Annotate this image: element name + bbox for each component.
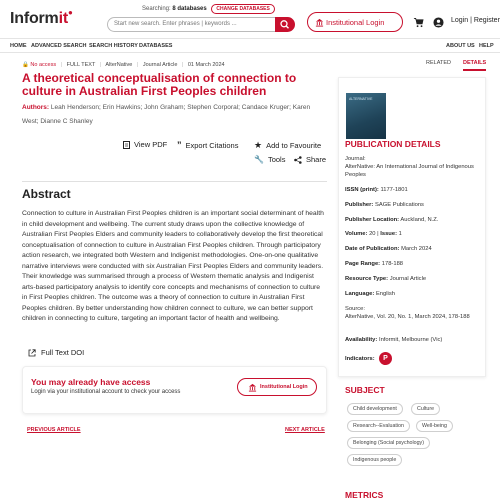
database-count: 8 databases: [172, 6, 207, 12]
page-range-detail: Page Range: 178-188: [345, 261, 404, 267]
institutional-login-button[interactable]: [307, 12, 403, 32]
journal-name: AlterNative: [105, 62, 133, 68]
availability-detail: Availability: Informit, Melbourne (Vic): [345, 337, 443, 343]
metrics-heading: METRICS: [345, 490, 384, 500]
add-to-favourite-label: Add to Favourite: [266, 141, 322, 150]
informit-logo[interactable]: Informit●: [10, 8, 73, 27]
authors-label: Authors:: [22, 104, 50, 111]
author-link[interactable]: Stephen Corporal: [187, 104, 239, 111]
subject-tag[interactable]: Belonging (Social psychology): [347, 437, 430, 449]
view-pdf-button[interactable]: [123, 140, 167, 149]
author-link[interactable]: Dianne C Shanley: [40, 117, 93, 125]
source-detail: Source: AlterNative, Vol. 20, No. 1, March 2024, 178-188: [345, 306, 470, 320]
divider: [22, 181, 327, 182]
search-input[interactable]: Start new search. Enter phrases | keywords ...: [107, 17, 275, 32]
tools-label: Tools: [267, 155, 286, 164]
external-link-icon: [28, 349, 36, 357]
full-text-doi-label: Full Text DOI: [41, 348, 85, 357]
user-icon[interactable]: [433, 15, 444, 33]
author-link[interactable]: Leah Henderson: [50, 104, 99, 111]
author-link[interactable]: Karen West: [22, 104, 311, 125]
full-text-doi-link[interactable]: [28, 348, 84, 357]
volume-issue-detail: Volume: 20 | Issue: 1: [345, 231, 402, 237]
cover-title: ALTERNATIVE: [349, 97, 373, 101]
searching-label: Searching:: [142, 6, 171, 12]
content-type: Journal Article: [142, 62, 178, 68]
subject-tag[interactable]: Research--Evaluation: [347, 420, 410, 432]
article-title: A theoretical conceptualisation of connection to culture in Australian First Peoples children: [22, 71, 297, 98]
subject-tag[interactable]: Culture: [411, 403, 440, 415]
export-citations-label: Export Citations: [185, 140, 239, 150]
share-label: Share: [306, 155, 327, 164]
wrench-icon: 🔧: [254, 155, 264, 164]
view-pdf-label: View PDF: [134, 140, 168, 149]
cart-icon[interactable]: [413, 15, 424, 33]
publish-date: 01 March 2024: [187, 62, 225, 68]
lock-icon: 🔒: [22, 62, 29, 68]
institutional-login-label: Institutional Login: [326, 18, 385, 27]
abstract-text: Connection to culture in Australian First Peoples children is an important social determinant of health in child development and wellbeing. The current study draws upon the collective knowledge of Australian First Peoples Elders and community leaders to collaboratively develop the first theoretical conceptualisation of connection to culture in Australian First Peoples children. Through participatory action research, we integrated both Western and Indigenist methodologies. One-on-one qualitative narrative interviews were conducted with six Australian First Peoples Elders and community leaders. Their knowledge was summarised through a process of Western thematic analysis and Indigenist arts-based participatory analysis to identify core concepts and mechanisms of connection to culture in First Peoples children. The outcome was a theory of connection to culture in Australian First Peoples children. By better understanding how children connect to culture, we can better support children in connecting to culture, targeting an important factor of health and wellbeing.: [22, 210, 324, 322]
indicators-label: Indicators:: [345, 356, 375, 362]
author-link[interactable]: Erin Hawkins: [102, 104, 141, 111]
journal-value[interactable]: AlterNative: An International Journal of Indigenous Peoples: [345, 164, 474, 178]
main-nav: [0, 38, 500, 53]
article-meta: 🔒 No access | FULL TEXT | AlterNative | Journal Article | 01 March 2024: [22, 62, 225, 68]
change-databases-button[interactable]: CHANGE DATABASES: [211, 4, 274, 14]
institution-icon: [248, 383, 257, 392]
author-list: Authors: Leah Henderson; Erin Hawkins; John Graham; Stephen Corporal; Candace Kruger; Karen West; Dianne C Shanley: [22, 104, 311, 125]
publication-details-heading: PUBLICATION DETAILS: [345, 139, 441, 149]
nav-about-us[interactable]: ABOUT US: [446, 43, 475, 49]
abstract-heading: Abstract: [22, 187, 71, 201]
star-icon: ★: [254, 140, 263, 150]
subject-tag[interactable]: Child development: [347, 403, 403, 415]
publisher-detail: Publisher: SAGE Publications: [345, 202, 424, 208]
access-subtext: Login via your institutional account to check your access: [31, 389, 181, 395]
tab-details[interactable]: DETAILS: [463, 60, 486, 71]
share-icon: [294, 156, 302, 164]
tab-related[interactable]: RELATED: [426, 60, 451, 66]
journal-detail: Journal: AlterNative: An International Journal of Indigenous Peoples: [345, 156, 474, 178]
journal-cover[interactable]: [346, 93, 386, 139]
next-article-link[interactable]: NEXT ARTICLE: [285, 427, 325, 433]
quote-icon: ”: [177, 140, 182, 150]
resource-type-detail: Resource Type: Journal Article: [345, 276, 427, 282]
access-heading: You may already have access: [31, 377, 151, 387]
previous-article-link[interactable]: PREVIOUS ARTICLE: [27, 427, 81, 433]
publisher-location-detail: Publisher Location: Auckland, N.Z.: [345, 217, 439, 223]
export-citations-button[interactable]: [177, 140, 238, 150]
search-icon: [275, 17, 295, 32]
subject-heading: SUBJECT: [345, 385, 385, 395]
tools-button[interactable]: [254, 155, 285, 164]
issn-detail: ISSN (print): 1177-1801: [345, 187, 408, 193]
author-link[interactable]: Candace Kruger: [241, 104, 290, 111]
access-status: No access: [30, 62, 57, 68]
add-to-favourite-button[interactable]: [254, 140, 321, 151]
fulltext-label: FULL TEXT: [66, 62, 96, 68]
document-icon: [123, 141, 130, 149]
date-detail: Date of Publication: March 2024: [345, 246, 432, 252]
nav-search-history[interactable]: SEARCH HISTORY: [89, 43, 138, 49]
language-detail: Language: English: [345, 291, 395, 297]
author-link[interactable]: John Graham: [144, 104, 184, 111]
nav-advanced-search[interactable]: ADVANCED SEARCH: [31, 43, 87, 49]
subject-tag[interactable]: Well-being: [416, 420, 453, 432]
institutional-login-card-button[interactable]: [237, 378, 317, 396]
share-button[interactable]: [294, 155, 326, 164]
login-register-link[interactable]: Login | Register: [451, 17, 500, 24]
search-button[interactable]: [275, 17, 295, 32]
indicator-badge[interactable]: P: [379, 352, 392, 365]
nav-help[interactable]: HELP: [479, 43, 494, 49]
searching-databases: [142, 4, 275, 14]
institution-icon: [315, 18, 324, 27]
subject-tag[interactable]: Indigenous people: [347, 454, 402, 466]
nav-home[interactable]: HOME: [10, 43, 27, 49]
institutional-login-card-label: Institutional Login: [260, 384, 308, 390]
nav-databases[interactable]: DATABASES: [139, 43, 173, 49]
